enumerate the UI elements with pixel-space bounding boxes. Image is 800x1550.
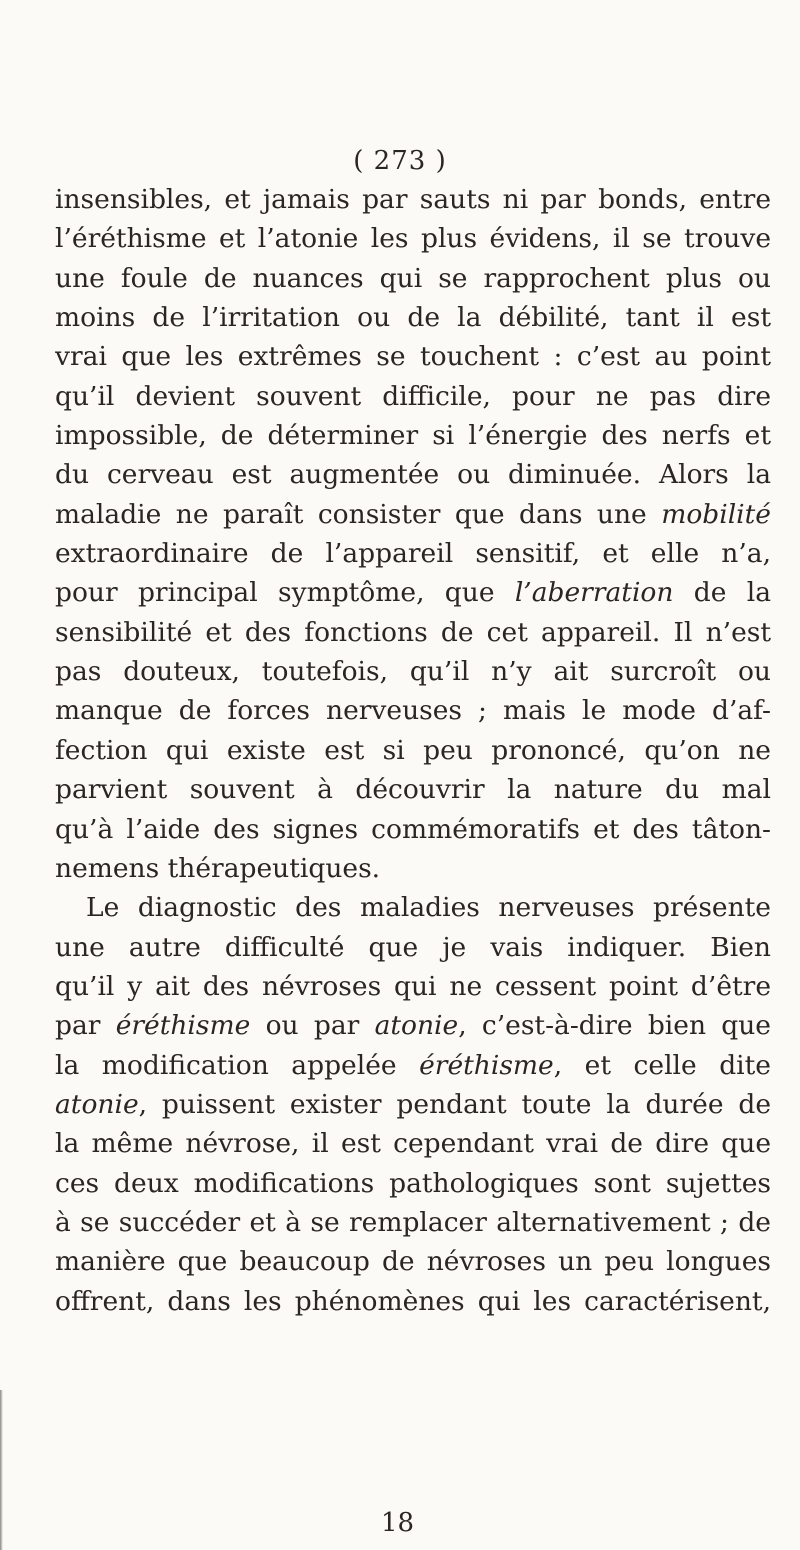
- text-segment: , c’est-à-dire bien que: [458, 1010, 771, 1042]
- text-segment: de la: [673, 577, 771, 609]
- text-segment: pas douteux, toutefois, qu’il n’y ait surcroît ou: [55, 656, 771, 688]
- text-line: [55, 928, 771, 967]
- text-segment: vrai que les extrêmes se touchent : c’est au point: [55, 341, 771, 373]
- page-edge-shadow: [0, 1390, 3, 1550]
- text-segment: , et celle dite: [553, 1049, 771, 1081]
- text-segment: Le diagnostic des maladies nerveuses présente: [86, 892, 771, 924]
- text-segment: fection qui existe est si peu prononcé, qu’on ne: [55, 734, 771, 766]
- text-line: [55, 573, 771, 612]
- text-segment: moins de l’irritation ou de la débilité, tant il est: [55, 302, 771, 334]
- text-segment: ou par: [250, 1010, 375, 1042]
- text-segment: la même névrose, il est cependant vrai de dire que: [55, 1128, 771, 1160]
- text-line: [55, 455, 771, 494]
- text-segment: nemens thérapeutiques.: [55, 852, 381, 884]
- text-segment: l’éréthisme et l’atonie les plus évidens, il se trouve: [55, 223, 771, 255]
- text-line: [55, 810, 771, 849]
- italic-text: l’aberration: [514, 577, 674, 609]
- text-line: [55, 1164, 771, 1203]
- text-segment: insensibles, et jamais par sauts ni par bonds, entre: [55, 184, 771, 215]
- text-line: [55, 416, 771, 455]
- text-line: [55, 1006, 771, 1045]
- text-line: [55, 888, 771, 927]
- italic-text: éréthisme: [419, 1049, 554, 1081]
- page-number-header: ( 273 ): [353, 146, 447, 176]
- italic-text: mobilité: [661, 498, 771, 530]
- text-segment: manière que beaucoup de névroses un peu longues: [55, 1246, 771, 1278]
- text-line: [55, 377, 771, 416]
- text-line: [55, 259, 771, 298]
- italic-text: atonie: [374, 1010, 459, 1042]
- text-line: [55, 180, 771, 219]
- text-segment: offrent, dans les phénomènes qui les caractérisent,: [55, 1285, 771, 1317]
- text-line: [55, 219, 771, 258]
- text-line: [55, 691, 771, 730]
- text-segment: qu’il y ait des névroses qui ne cessent point d’être: [55, 970, 771, 1002]
- italic-text: éréthisme: [115, 1010, 251, 1042]
- text-line: [55, 298, 771, 337]
- text-line: [55, 652, 771, 691]
- text-segment: parvient souvent à découvrir la nature du mal: [55, 774, 771, 806]
- text-line: [55, 1282, 771, 1321]
- text-segment: qu’il devient souvent difficile, pour ne pas dire: [55, 380, 771, 412]
- text-segment: à se succéder et à se remplacer alternativement ; de: [55, 1206, 771, 1238]
- text-line: [55, 1046, 771, 1085]
- text-segment: ces deux modifications pathologiques sont sujettes: [55, 1167, 771, 1199]
- text-line: [55, 337, 771, 376]
- text-segment: une foule de nuances qui se rapprochent plus ou: [55, 262, 771, 294]
- text-segment: maladie ne paraît consister que dans une: [55, 498, 662, 530]
- text-line: [55, 1242, 771, 1281]
- text-line: [55, 967, 771, 1006]
- text-line: [55, 770, 771, 809]
- text-line: [55, 1124, 771, 1163]
- text-segment: qu’à l’aide des signes commémoratifs et des tâton-: [55, 813, 771, 845]
- text-segment: impossible, de déterminer si l’énergie des nerfs et: [55, 420, 771, 452]
- text-segment: du cerveau est augmentée ou diminuée. Alors la: [55, 459, 771, 491]
- text-segment: par: [55, 1010, 116, 1042]
- text-segment: extraordinaire de l’appareil sensitif, et elle n’a,: [55, 538, 771, 570]
- text-line: [55, 1085, 771, 1124]
- text-segment: pour principal symptôme, que: [55, 577, 515, 609]
- text-line: [55, 534, 771, 573]
- text-line: [55, 849, 771, 888]
- text-line: [55, 731, 771, 770]
- text-line: [55, 495, 771, 534]
- italic-text: atonie: [55, 1088, 139, 1120]
- text-segment: la modification appelée: [55, 1049, 420, 1081]
- text-line: [55, 1203, 771, 1242]
- text-segment: , puissent exister pendant toute la durée de: [138, 1088, 771, 1120]
- body-text: [55, 180, 771, 1321]
- text-line: [55, 613, 771, 652]
- signature-mark: 18: [381, 1508, 415, 1538]
- text-segment: une autre difficulté que je vais indiquer. Bien: [55, 931, 771, 963]
- text-segment: sensibilité et des fonctions de cet appareil. Il n’est: [55, 616, 771, 648]
- text-segment: manque de forces nerveuses ; mais le mode d’af-: [55, 695, 771, 727]
